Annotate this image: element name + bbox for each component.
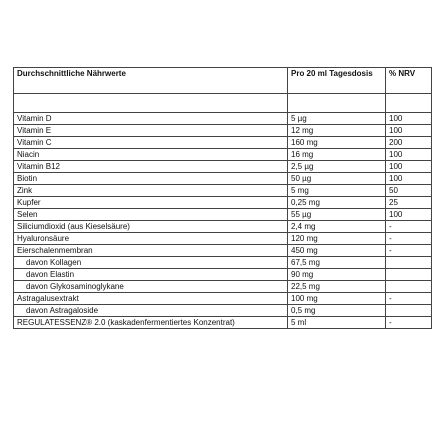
nutrition-table xyxy=(13,67,432,329)
table-row xyxy=(14,161,432,173)
nutrient-name: Vitamin B12 xyxy=(14,161,288,173)
table-row xyxy=(14,221,432,233)
nutrient-amount: 5 ml xyxy=(288,317,386,329)
nutrient-name: Zink xyxy=(14,185,288,197)
nutrient-nrv: - xyxy=(386,233,432,245)
table-row xyxy=(14,245,432,257)
nutrient-nrv: 100 xyxy=(386,149,432,161)
table-row xyxy=(14,173,432,185)
nutrient-name: REGULATESSENZ® 2.0 (kaskadenfermentiertes Konzentrat) xyxy=(14,317,288,329)
header-nutrient: Durchschnittliche Nährwerte xyxy=(14,68,288,94)
nutrient-nrv: 200 xyxy=(386,137,432,149)
nutrient-nrv xyxy=(386,305,432,317)
table-row xyxy=(14,209,432,221)
nutrient-amount: 2,5 µg xyxy=(288,161,386,173)
nutrient-nrv: - xyxy=(386,221,432,233)
table-row xyxy=(14,257,432,269)
nutrient-amount: 22,5 mg xyxy=(288,281,386,293)
nutrient-name: davon Elastin xyxy=(14,269,288,281)
nutrient-nrv: 100 xyxy=(386,161,432,173)
nutrient-amount: 120 mg xyxy=(288,233,386,245)
nutrient-nrv: - xyxy=(386,293,432,305)
nutrient-name: Vitamin D xyxy=(14,113,288,125)
table-row xyxy=(14,317,432,329)
table-row xyxy=(14,137,432,149)
header-row xyxy=(14,68,432,94)
nutrient-name: Hyaluronsäure xyxy=(14,233,288,245)
nutrient-amount: 160 mg xyxy=(288,137,386,149)
nutrient-amount: 0,25 mg xyxy=(288,197,386,209)
table-row xyxy=(14,185,432,197)
nutrient-nrv: 100 xyxy=(386,173,432,185)
header-nrv: % NRV xyxy=(386,68,432,94)
nutrient-nrv: - xyxy=(386,317,432,329)
nutrient-nrv: 25 xyxy=(386,197,432,209)
nutrient-nrv: - xyxy=(386,245,432,257)
nutrient-name: Astragalusextrakt xyxy=(14,293,288,305)
nutrient-name: Biotin xyxy=(14,173,288,185)
table-row xyxy=(14,125,432,137)
nutrient-amount: 16 mg xyxy=(288,149,386,161)
nutrient-amount: 450 mg xyxy=(288,245,386,257)
table-row xyxy=(14,305,432,317)
nutrient-nrv xyxy=(386,269,432,281)
nutrient-name: Eierschalenmembran xyxy=(14,245,288,257)
table-row xyxy=(14,281,432,293)
nutrient-amount: 12 mg xyxy=(288,125,386,137)
spacer-row xyxy=(14,94,432,113)
nutrient-amount: 5 µg xyxy=(288,113,386,125)
nutrient-nrv: 50 xyxy=(386,185,432,197)
nutrient-name: davon Kollagen xyxy=(14,257,288,269)
table-row xyxy=(14,233,432,245)
nutrient-name: Selen xyxy=(14,209,288,221)
table-row xyxy=(14,149,432,161)
nutrient-amount: 55 µg xyxy=(288,209,386,221)
nutrient-amount: 90 mg xyxy=(288,269,386,281)
nutrient-nrv: 100 xyxy=(386,125,432,137)
nutrient-name: Niacin xyxy=(14,149,288,161)
header-amount: Pro 20 ml Tagesdosis xyxy=(288,68,386,94)
nutrient-name: Vitamin C xyxy=(14,137,288,149)
table-row xyxy=(14,269,432,281)
table-row xyxy=(14,113,432,125)
nutrient-name: Siliciumdioxid (aus Kieselsäure) xyxy=(14,221,288,233)
nutrient-name: Vitamin E xyxy=(14,125,288,137)
table-row xyxy=(14,293,432,305)
nutrient-amount: 2,4 mg xyxy=(288,221,386,233)
table-row xyxy=(14,197,432,209)
nutrient-nrv: 100 xyxy=(386,209,432,221)
nutrient-name: davon Glykosaminoglykane xyxy=(14,281,288,293)
nutrient-nrv: 100 xyxy=(386,113,432,125)
nutrient-name: Kupfer xyxy=(14,197,288,209)
nutrient-amount: 0,5 mg xyxy=(288,305,386,317)
nutrient-amount: 50 µg xyxy=(288,173,386,185)
nutrient-nrv xyxy=(386,281,432,293)
nutrient-name: davon Astragaloside xyxy=(14,305,288,317)
nutrient-amount: 67,5 mg xyxy=(288,257,386,269)
nutrient-amount: 5 mg xyxy=(288,185,386,197)
nutrient-amount: 100 mg xyxy=(288,293,386,305)
nutrient-nrv xyxy=(386,257,432,269)
